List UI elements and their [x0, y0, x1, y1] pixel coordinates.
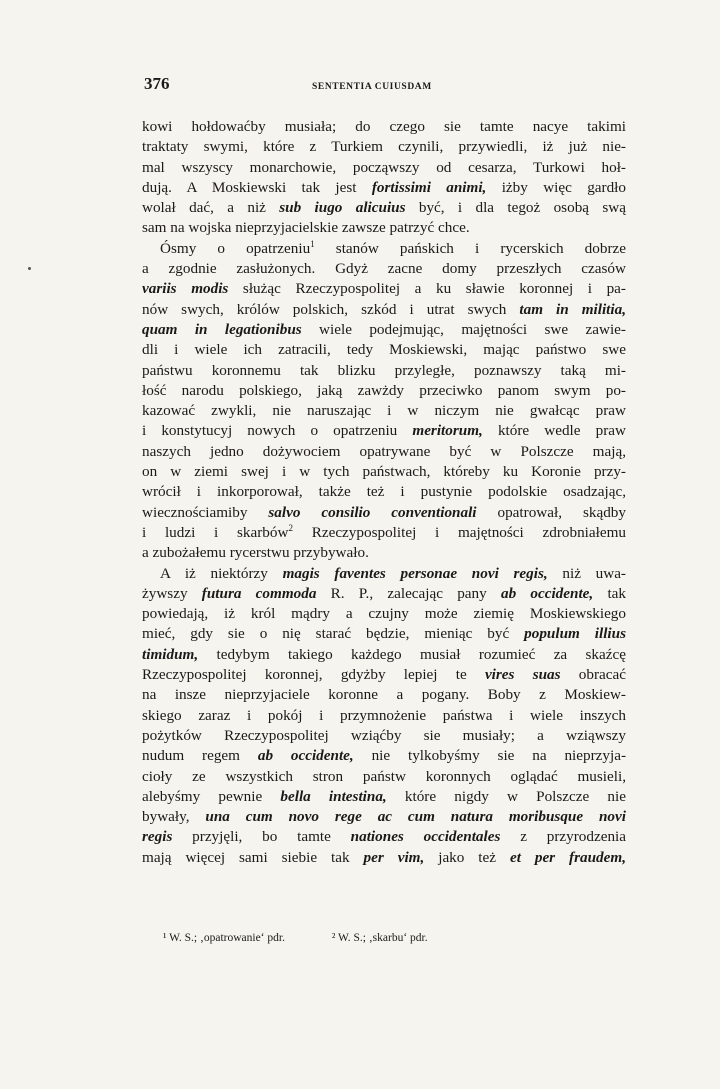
- text-line: regis przyjęli, bo tamte nationes occidentales z przyrodzenia: [142, 828, 627, 846]
- text-line: i ludzi i skarbów$^2$ Rzeczypospolitej i majętności zdrobniałemu: [142, 522, 627, 541]
- text-line: on w ziemi swej i w tych państwach, któreby ku Koronie przy-: [142, 463, 626, 481]
- text-line: naszych jedno dożywociem opatrywane być w Polszcze mają,: [142, 442, 626, 460]
- text-line: nów swych, królów polskich, szkód i utrat swych tam in militia,: [142, 300, 626, 318]
- text-line: mają więcej sami siebie tak per vim, jako też et per fraudem,: [142, 848, 626, 866]
- text-line: nudum regem ab occidente, nie tylkobyśmy sie na nieprzyja-: [142, 747, 627, 765]
- footnote: ² W. S.; ‚skarbu‘ pdr.: [331, 932, 428, 944]
- text-line: bywały, una cum novo rege ac cum natura moribusque novi: [142, 808, 626, 826]
- text-line: powiedają, iż król mądry a czujny może ziemię Moskiewskiego: [142, 605, 626, 623]
- text-line: wolał dać, a niż sub iugo alicuius być, i dla tegoż osobą swą: [142, 199, 626, 217]
- text-line: wrócił i inkorporował, także też i pustynie podolskie osadzając,: [142, 483, 626, 501]
- text-line: a zgodnie zasłużonych. Gdyż zacne domy przeszłych czasów: [142, 260, 626, 278]
- body-text: [142, 117, 626, 868]
- text-line: a zubożałemu rycerstwu przybywało.: [142, 544, 369, 562]
- text-line: Rzeczypospolitej koronnej, gdyżby lepiej te vires suas obracać: [142, 666, 627, 684]
- text-line: łość narodu polskiego, jaką zawżdy przeciwko panom swym po-: [142, 381, 626, 399]
- text-line: cioły ze wszystkich stron państw koronnych oglądać musieli,: [142, 767, 626, 785]
- text-line: kowi hołdowaćby musiała; do czego sie tamte nacye takimi: [142, 118, 626, 135]
- text-line: i konstytucyj nowych o opatrzeniu meritorum, które wedle praw: [142, 422, 626, 440]
- text-line: państwu koronnemu tak blizku przyległe, poznawszy taką mi-: [142, 361, 626, 379]
- running-head: [0, 74, 720, 98]
- text-line: variis modis służąc Rzeczypospolitej a ku sławie koronnej i pa-: [142, 280, 626, 298]
- text-line: timidum, tedybym takiego każdego musiał rozumieć za skaźcę: [142, 645, 626, 663]
- text-line: pożytków Rzeczypospolitej wziąćby sie musiały; a wziąwszy: [142, 726, 626, 744]
- text-line: mieć, gdy sie o nię starać będzie, mieniąc być populum illius: [142, 625, 626, 643]
- margin-dot: [28, 267, 31, 270]
- text-line: sam na wojska nieprzyjacielskie zawsze patrzyć chce.: [142, 219, 470, 237]
- text-line: alebyśmy pewnie bella intestina, które nigdy w Polszcze nie: [142, 787, 626, 805]
- text-line: dują. A Moskiewski tak jest fortissimi animi, iżby więc gardło: [142, 178, 626, 196]
- text-line: Ósmy o opatrzeniu$^1$ stanów pańskich i rycerskich dobrze: [160, 238, 626, 257]
- text-line: kazować zwykli, nie naruszając i w niczym nie gwałcąc praw: [142, 402, 626, 420]
- text-line: traktaty swymi, które z Turkiem czynili, przywiedli, iż już nie-: [142, 138, 626, 156]
- text-line: dli i wiele ich zatracili, tedy Moskiewski, mając państwo swe: [142, 341, 626, 359]
- footnote: ¹ W. S.; ‚opatrowanie‘ pdr.: [163, 932, 285, 944]
- running-title: SENTENTIA CUIUSDAM: [312, 82, 432, 92]
- text-line: skiego zaraz i pokój i przymnożenie państwa i wiele inszych: [142, 706, 626, 724]
- text-line: quam in legationibus wiele podejmując, majętności swe zawie-: [142, 320, 626, 338]
- footnotes: [163, 932, 603, 944]
- text-line: na insze nieprzyjaciele koronne a pogany. Boby z Moskiew-: [142, 686, 626, 704]
- text-line: wiecznościamiby salvo consilio conventionali opatrował, skądby: [142, 503, 626, 521]
- page-number: 376: [144, 74, 170, 93]
- text-line: A iż niektórzy magis faventes personae novi regis, niż uwa-: [160, 564, 626, 582]
- text-line: mal wszyscy monarchowie, począwszy od cesarza, Turkowi hoł-: [142, 158, 626, 176]
- text-line: żywszy futura commoda R. P., zalecając pany ab occidente, tak: [142, 584, 626, 602]
